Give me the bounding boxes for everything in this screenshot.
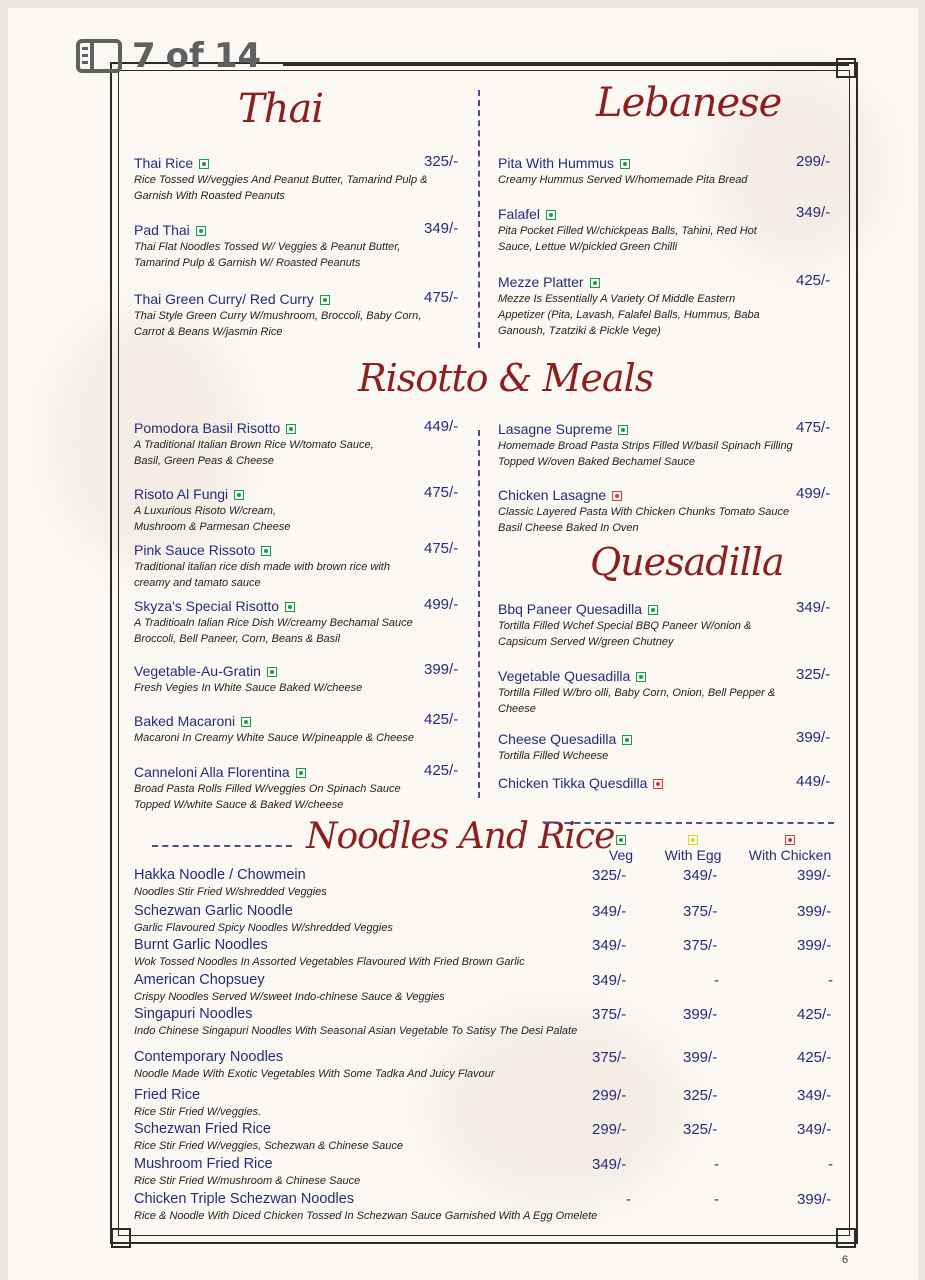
menu-item [134,764,464,813]
item-description: Creamy Hummus Served W/homemade Pita Bread [498,174,748,186]
item-name [134,663,464,680]
item-description: Rice Stir Fried W/veggies. [134,1106,262,1118]
item-description: Broad Pasta Rolls Filled W/veggies On Spinach Sauce Topped W/white Sauce & Baked W/cheese [134,783,401,811]
menu-item [134,713,464,746]
item-price: 349/- [592,937,627,954]
item-price: - [714,1156,719,1173]
veg-icon [234,490,244,500]
frame-corner [836,1228,856,1248]
item-price: 399/- [797,1191,832,1208]
item-name: Singapuri Noodles [134,1006,253,1022]
item-price: 475/- [424,289,459,306]
item-name: Chicken Triple Schezwan Noodles [134,1191,355,1207]
item-price: 425/- [796,272,831,289]
veg-icon [320,295,330,305]
column-head-egg: With Egg [650,831,736,863]
item-name-text: Pink Sauce Rissoto [134,542,256,558]
item-price: 325/- [796,666,831,683]
item-price: 349/- [592,972,627,989]
item-name-text: Vegetable Quesadilla [498,668,631,684]
column-divider [478,430,480,798]
menu-item [498,155,838,188]
item-description: Indo Chinese Singapuri Noodles With Seasonal Asian Vegetable To Satisy The Desi Palate [134,1025,578,1037]
frame-corner [111,1228,131,1248]
menu-item [134,291,464,340]
item-name-text: Mezze Platter [498,274,584,290]
item-description: Noodle Made With Exotic Vegetables With Some Tadka And Juicy Flavour [134,1068,495,1080]
item-name [498,731,838,748]
veg-icon [196,226,206,236]
menu-item [134,222,464,271]
item-name-text: Canneloni Alla Florentina [134,764,290,780]
item-name-text: Chicken Lasagne [498,487,607,503]
item-price: 399/- [683,1006,718,1023]
item-price: 375/- [592,1049,627,1066]
item-name [498,206,838,223]
menu-item [498,421,838,470]
item-name [498,668,838,685]
item-name-text: Thai Green Curry/ Red Curry [134,291,314,307]
menu-item [498,206,838,255]
item-name-text: Baked Macaroni [134,713,236,729]
item-price: - [626,1191,631,1208]
item-price: 399/- [796,729,831,746]
item-price: 299/- [592,1121,627,1138]
item-name-text: Pita With Hummus [498,155,614,171]
item-name: Fried Rice [134,1087,201,1103]
sidebar-icon[interactable] [76,39,122,73]
item-description: Macaroni In Creamy White Sauce W/pineapple & Cheese [134,732,415,744]
item-name [134,486,464,503]
menu-item [134,542,464,591]
menu-item [134,486,464,535]
veg-icon [590,278,600,288]
veg-icon [636,672,646,682]
menu-item [498,274,838,339]
item-name-text: Pad Thai [134,222,190,238]
item-price: 425/- [424,711,459,728]
item-price: 475/- [424,484,459,501]
item-description: Rice Stir Fried W/veggies, Schezwan & Chinese Sauce [134,1140,404,1152]
menu-item [498,775,838,792]
veg-icon [199,159,209,169]
item-description: A Luxurious Risoto W/cream, Mushroom & Parmesan Cheese [134,505,291,533]
nonveg-icon [612,491,622,501]
menu-item [498,731,838,764]
item-name-text: Risoto Al Fungi [134,486,229,502]
item-name [134,713,464,730]
item-price: 449/- [424,418,459,435]
menu-item [498,668,838,717]
item-name [134,598,464,615]
menu-item [498,601,838,650]
section-title-thai: Thai [238,86,324,132]
item-price: 425/- [424,762,459,779]
item-description: Pita Pocket Filled W/chickpeas Balls, Tahini, Red Hot Sauce, Lettue W/pickled Green Chilli [498,225,757,253]
menu-item [134,155,464,204]
item-price: 349/- [797,1087,832,1104]
section-divider [544,822,834,824]
item-price: 349/- [424,220,459,237]
item-price: - [828,972,833,989]
item-price: 475/- [424,540,459,557]
frame-corner [836,58,856,78]
item-description: Noodles Stir Fried W/shredded Veggies [134,886,327,898]
item-price: 349/- [592,1156,627,1173]
item-price: 299/- [592,1087,627,1104]
item-price: 425/- [797,1006,832,1023]
item-name-text: Vegetable-Au-Gratin [134,663,261,679]
item-price: 349/- [796,599,831,616]
item-description: A Traditioaln Ialian Rice Dish W/creamy Bechamal Sauce Broccoli, Bell Paneer, Corn, Beans & Basil [134,617,413,645]
item-name: Hakka Noodle / Chowmein [134,867,306,883]
item-price: - [714,972,719,989]
item-price: 399/- [797,937,832,954]
page-total: 14 [213,36,262,76]
column-head-veg: Veg [598,831,644,863]
item-name [134,222,464,239]
item-description: Traditional italian rice dish made with brown rice with creamy and tamato sauce [134,561,390,589]
item-description: Rice Tossed W/veggies And Peanut Butter, Tamarind Pulp & Garnish With Roasted Peanuts [134,174,428,202]
item-description: Mezze Is Essentially A Variety Of Middle Eastern Appetizer (Pita, Lavash, Falafel Balls, Hummus, Baba Ganoush, Tzatziki & Pickle Vege) [498,293,760,337]
item-name: Burnt Garlic Noodles [134,937,268,953]
item-description: Rice Stir Fried W/mushroom & Chinese Sauce [134,1175,361,1187]
item-name: Contemporary Noodles [134,1049,284,1065]
nonveg-icon [785,835,795,845]
item-name [134,542,464,559]
veg-icon [616,835,626,845]
item-price: 325/- [592,867,627,884]
item-description: Thai Flat Noodles Tossed W/ Veggies & Peanut Butter, Tamarind Pulp & Garnish W/ Roasted Peanuts [134,241,401,269]
item-price: 349/- [592,903,627,920]
veg-icon [267,667,277,677]
section-title-quesadilla: Quesadilla [590,540,784,584]
item-description: Wok Tossed Noodles In Assorted Vegetables Flavoured With Fried Brown Garlic [134,956,525,968]
item-name-text: Lasagne Supreme [498,421,613,437]
item-description: Garlic Flavoured Spicy Noodles W/shredded Veggies [134,922,393,934]
section-title-lebanese: Lebanese [596,80,782,126]
menu-item [134,598,464,647]
item-description: Tortilla Filled Wcheese [498,750,609,762]
veg-icon [618,425,628,435]
veg-icon [261,546,271,556]
page-number: 6 [842,1254,849,1266]
item-description: Tortilla Filled Wchef Special BBQ Paneer W/onion & Capsicum Served W/green Chutney [498,620,752,648]
item-name [498,155,838,172]
item-name [134,155,464,172]
item-description: Fresh Vegies In White Sauce Baked W/cheese [134,682,363,694]
item-price: 349/- [796,204,831,221]
item-name [134,291,464,308]
item-name [498,487,838,504]
egg-icon [688,835,698,845]
veg-icon [622,735,632,745]
item-price: 399/- [683,1049,718,1066]
item-name-text: Skyza's Special Risotto [134,598,280,614]
page-indicator[interactable] [76,36,261,76]
section-divider [152,845,292,847]
section-title-risotto: Risotto & Meals [358,356,654,400]
item-name [498,775,838,792]
veg-icon [296,768,306,778]
item-price: 299/- [796,153,831,170]
item-price: 399/- [797,903,832,920]
veg-icon [546,210,556,220]
item-price: - [714,1191,719,1208]
item-price: 325/- [683,1087,718,1104]
item-price: 475/- [796,419,831,436]
item-name [498,421,838,438]
veg-icon [620,159,630,169]
item-description: Crispy Noodles Served W/sweet Indo-chinese Sauce & Veggies [134,991,445,1003]
item-name [498,601,838,618]
veg-icon [648,605,658,615]
item-price: 325/- [683,1121,718,1138]
menu-item [134,663,464,696]
veg-icon [285,602,295,612]
item-name-text: Pomodora Basil Risotto [134,420,281,436]
item-price: 499/- [424,596,459,613]
item-description: Tortilla Filled W/bro olli, Baby Corn, Onion, Bell Pepper & Cheese [498,687,776,715]
item-name [134,420,464,437]
item-price: 375/- [592,1006,627,1023]
item-price: 375/- [683,937,718,954]
item-description: Classic Layered Pasta With Chicken Chunks Tomato Sauce Basil Cheese Baked In Oven [498,506,790,534]
item-name: American Chopsuey [134,972,265,988]
item-price: 349/- [797,1121,832,1138]
item-price: 349/- [683,867,718,884]
menu-item [134,420,464,469]
item-name-text: Thai Rice [134,155,194,171]
veg-icon [286,424,296,434]
item-name [498,274,838,291]
item-description: A Traditional Italian Brown Rice W/tomato Sauce, Basil, Green Peas & Cheese [134,439,374,467]
page-of-label: of [165,36,204,76]
item-description: Thai Style Green Curry W/mushroom, Broccoli, Baby Corn, Carrot & Beans W/jasmin Rice [134,310,422,338]
item-name: Schezwan Garlic Noodle [134,903,293,919]
item-name-text: Chicken Tikka Quesdilla [498,775,648,791]
item-description: Homemade Broad Pasta Strips Filled W/basil Spinach Filling Topped W/oven Baked Bechamel Sauce [498,440,793,468]
menu-item [498,487,838,536]
item-price: 499/- [796,485,831,502]
column-divider [478,90,480,348]
item-price: - [828,1156,833,1173]
item-name-text: Cheese Quesadilla [498,731,617,747]
item-price: 399/- [797,867,832,884]
item-description: Rice & Noodle With Diced Chicken Tossed In Schezwan Sauce Garnished With A Egg Omelete [134,1210,598,1222]
item-name-text: Bbq Paneer Quesadilla [498,601,642,617]
item-price: 375/- [683,903,718,920]
item-price: 399/- [424,661,459,678]
item-price: 325/- [424,153,459,170]
item-price: 425/- [797,1049,832,1066]
section-title-noodles: Noodles And Rice [306,816,615,857]
veg-icon [241,717,251,727]
item-price: 449/- [796,773,831,790]
column-head-chicken: With Chicken [742,831,838,863]
page-current: 7 [132,36,156,76]
item-name: Mushroom Fried Rice [134,1156,273,1172]
item-name: Schezwan Fried Rice [134,1121,271,1137]
item-name-text: Falafel [498,206,541,222]
nonveg-icon [653,779,663,789]
item-name [134,764,464,781]
